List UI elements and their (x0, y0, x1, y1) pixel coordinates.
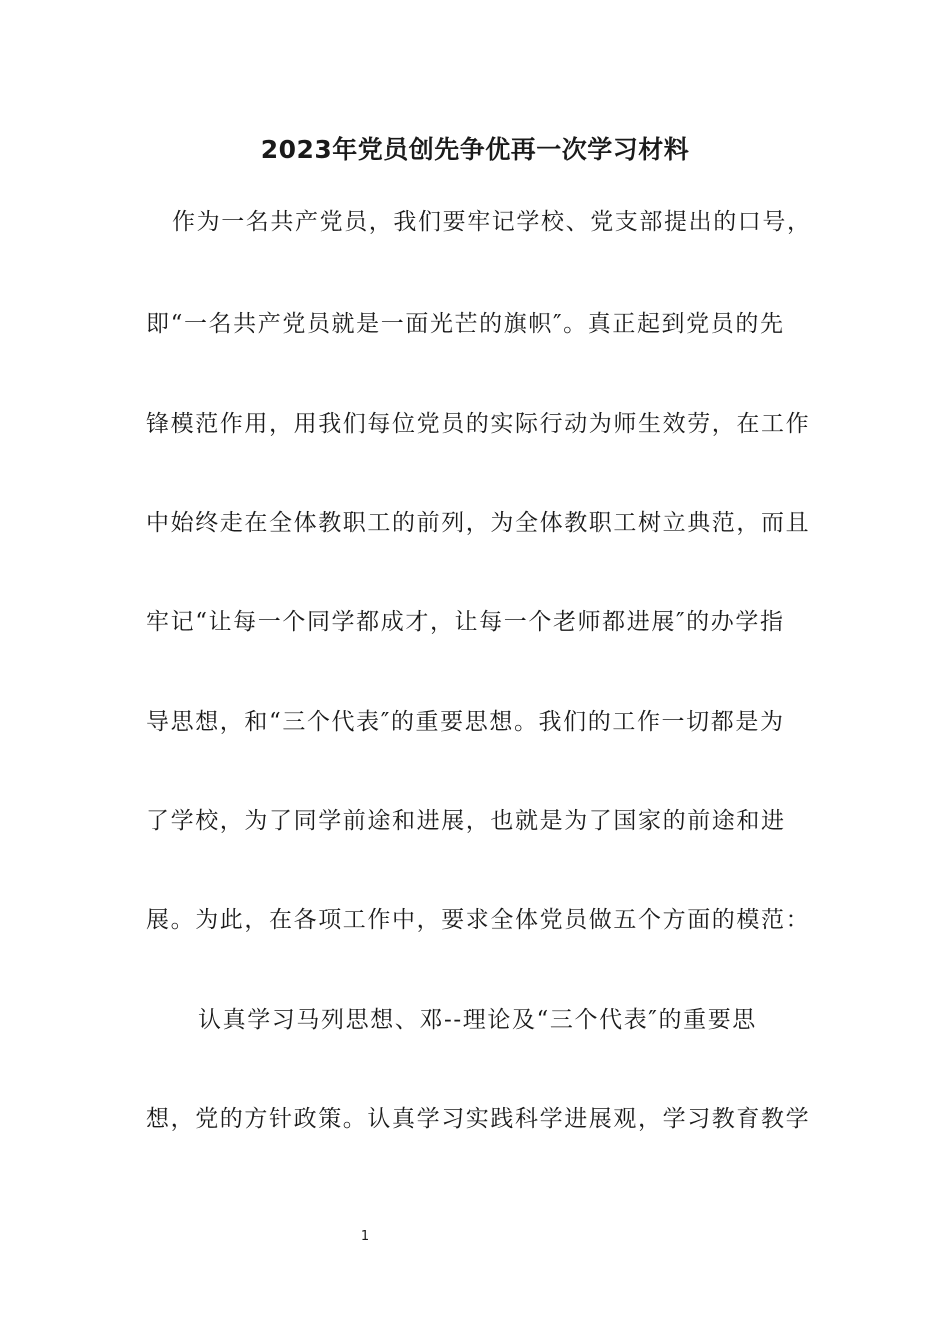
page-number: 1 (360, 1229, 370, 1244)
text-line: 中始终走在全体教职工的前列，为全体教职工树立典范，而且 (146, 510, 811, 536)
text-line: 即“一名共产党员就是一面光芒的旗帜″。真正起到党员的先 (146, 311, 785, 337)
text-line: 导思想，和“三个代表″的重要思想。我们的工作一切都是为 (146, 709, 785, 735)
text-line: 认真学习马列思想、邓--理论及“三个代表″的重要思 (198, 1007, 757, 1033)
text-line: 想，党的方针政策。认真学习实践科学进展观，学习教育教学 (146, 1106, 811, 1132)
text-line: 展。为此，在各项工作中，要求全体党员做五个方面的模范： (146, 907, 811, 933)
text-line: 作为一名共产党员，我们要牢记学校、党支部提出的口号， (172, 209, 812, 235)
text-line: 锋模范作用，用我们每位党员的实际行动为师生效劳，在工作 (146, 411, 811, 437)
text-line: 牢记“让每一个同学都成才，让每一个老师都进展″的办学指 (146, 609, 785, 635)
document-title: 2023年党员创先争优再一次学习材料 (260, 135, 690, 164)
text-line: 了学校，为了同学前途和进展，也就是为了国家的前途和进 (146, 808, 786, 834)
